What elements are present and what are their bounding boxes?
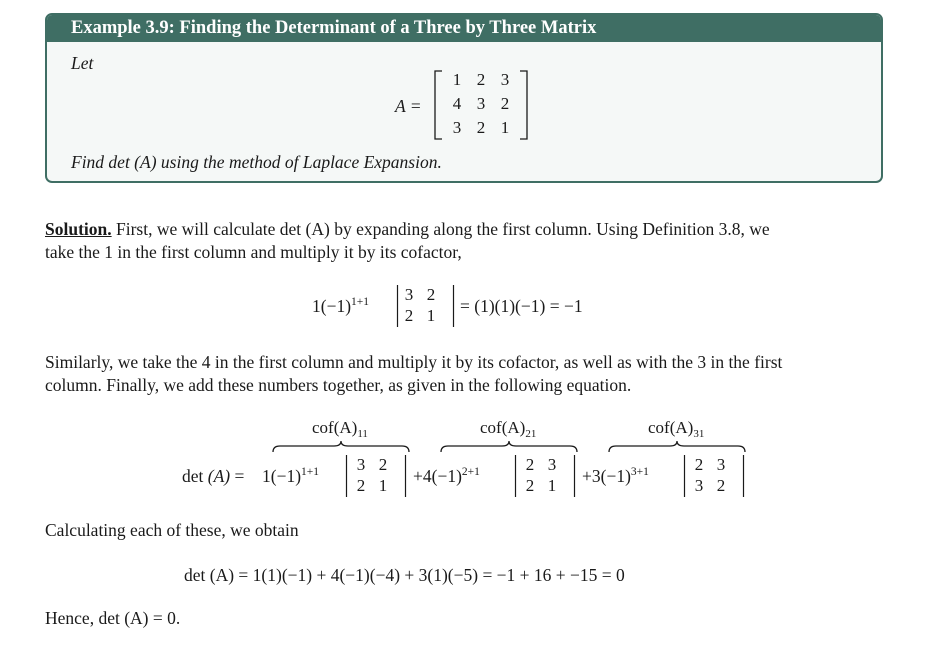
eq1-prefix [312, 295, 369, 317]
minor-cell: 3 [694, 476, 704, 495]
matrix-cell: 2 [476, 118, 486, 137]
matrix-right-bracket [518, 70, 530, 140]
matrix-left-bracket [432, 70, 444, 140]
brace-label-cof11: $cof(A)_{11}$ [312, 418, 368, 440]
eq2-term1-left-bar [345, 454, 349, 498]
eq1-result: = (1)(1)(−1) = −1 [460, 296, 583, 316]
overbrace-3 [608, 441, 746, 453]
matrix-a [448, 71, 514, 139]
example-let-text: Let [71, 53, 94, 73]
solution-line-2: take the 1 in the first column and multiply it by its cofactor, [45, 242, 462, 262]
eq2-term3-left-bar [683, 454, 687, 498]
overbrace-2 [440, 441, 578, 453]
minor-cell: 3 [547, 455, 557, 474]
minor-cell: 2 [694, 455, 704, 474]
solution-para2-line-1: Similarly, we take the 4 in the first column and multiply it by its cofactor, as well as with the 3 in the first [45, 352, 783, 372]
solution-line-1 [45, 218, 770, 240]
brace-label-cof21: $cof(A)_{21}$ [480, 418, 537, 440]
example-box [45, 13, 883, 183]
eq2-lhs: det (A) = [182, 466, 245, 486]
minor-cell: 3 [356, 455, 366, 474]
eq2-term3-coef: $+3(-1)^{3+1}$ [582, 466, 649, 486]
eq1-minor [400, 286, 444, 326]
eq3: det (A) = 1(1)(−1) + 4(−1)(−4) + 3(1)(−5) = −1 + 16 + −15 = 0 [184, 565, 625, 585]
solution-conclusion: Hence, det (A) = 0. [45, 608, 181, 628]
matrix-cell: 3 [476, 94, 486, 113]
overbrace-1 [272, 441, 410, 453]
eq2-term1-minor [352, 456, 396, 496]
eq1-exponent: 1+1 [351, 296, 370, 308]
minor-cell: 3 [716, 455, 726, 474]
minor-cell: 2 [356, 476, 366, 495]
matrix-cell: 4 [452, 94, 462, 113]
solution-para3: Calculating each of these, we obtain [45, 520, 299, 540]
matrix-cell: 2 [476, 70, 486, 89]
example-task-text: Find det (A) using the method of Laplace Expansion. [71, 152, 442, 172]
eq2-term3-right-bar [742, 454, 746, 498]
minor-cell: 2 [525, 455, 535, 474]
minor-cell: 2 [426, 285, 436, 304]
minor-cell: 2 [716, 476, 726, 495]
matrix-cell: 1 [452, 70, 462, 89]
minor-cell: 1 [547, 476, 557, 495]
eq2-term2-minor [521, 456, 565, 496]
minor-cell: 2 [404, 306, 414, 325]
eq2-term1-coef: $1(-1)^{1+1}$ [262, 466, 320, 486]
minor-cell: 2 [378, 455, 388, 474]
matrix-cell: 1 [500, 118, 510, 137]
matrix-cell: 2 [500, 94, 510, 113]
eq1-right-bar [452, 284, 456, 328]
solution-heading: Solution. [45, 219, 112, 239]
eq2-term2-left-bar [514, 454, 518, 498]
eq2-term2-right-bar [573, 454, 577, 498]
minor-cell: 1 [378, 476, 388, 495]
solution-para2-line-2: column. Finally, we add these numbers together, as given in the following equation. [45, 375, 632, 395]
eq2-term2-coef: $+4(-1)^{2+1}$ [413, 466, 480, 486]
solution-para1-text: First, we will calculate det (A) by expanding along the first column. Using Definition 3.8, we [116, 219, 770, 239]
eq1-coefficient: 1(−1) [312, 296, 352, 316]
brace-label-cof31: $cof(A)_{31}$ [648, 418, 705, 440]
eq2-term3-minor [690, 456, 734, 496]
matrix-label: A = [395, 96, 422, 116]
matrix-cell: 3 [452, 118, 462, 137]
minor-cell: 3 [404, 285, 414, 304]
minor-cell: 2 [525, 476, 535, 495]
eq2-term1-right-bar [404, 454, 408, 498]
minor-cell: 1 [426, 306, 436, 325]
matrix-cell: 3 [500, 70, 510, 89]
example-title: Example 3.9: Finding the Determinant of a Three by Three Matrix [47, 15, 881, 42]
